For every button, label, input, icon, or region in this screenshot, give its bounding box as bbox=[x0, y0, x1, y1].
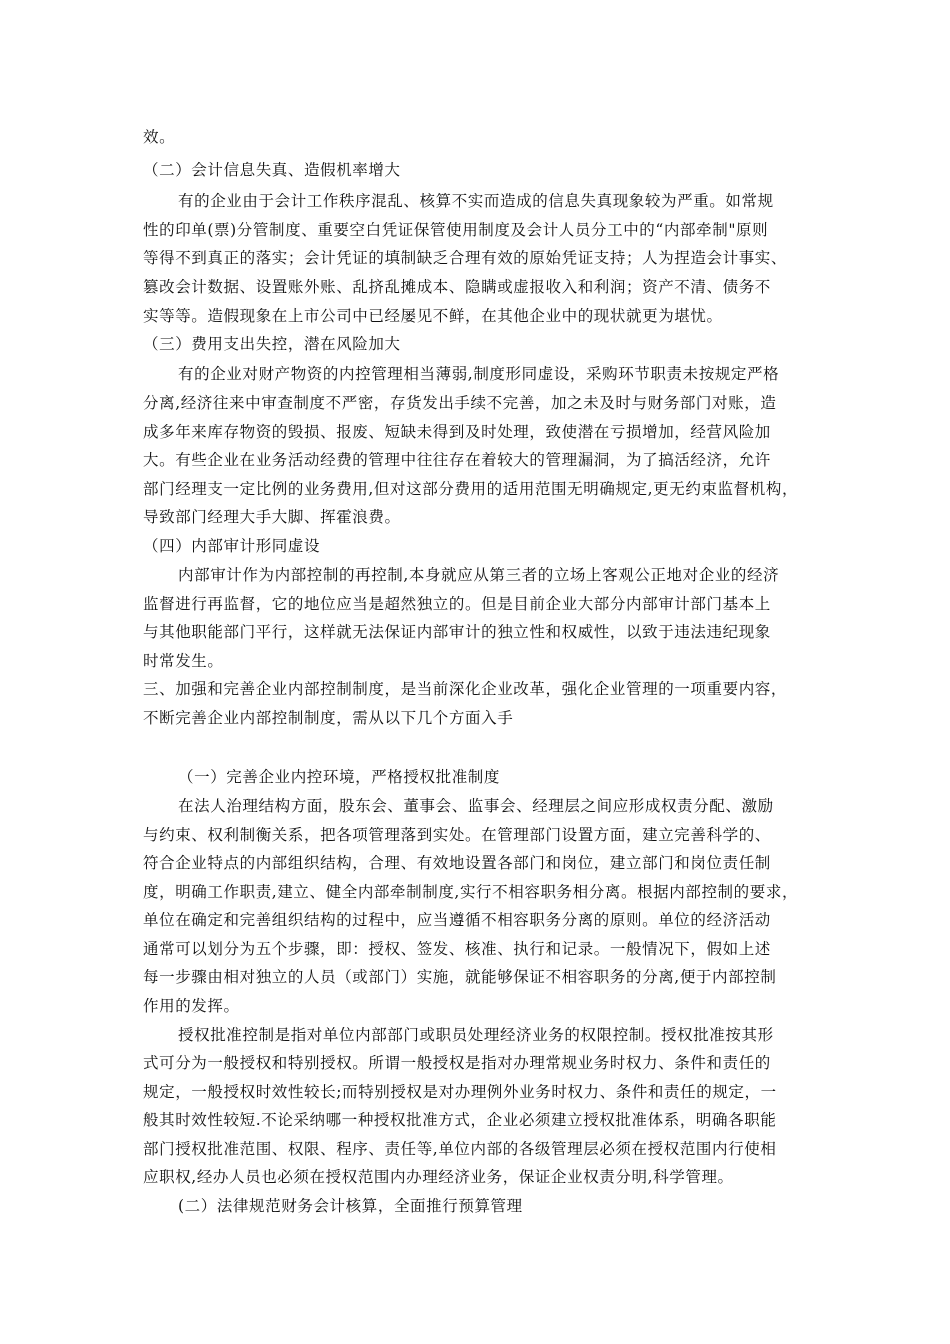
section-heading: （二）会计信息失真、造假机率增大 bbox=[143, 161, 401, 179]
paragraph-line: 时常发生。 bbox=[143, 652, 224, 670]
paragraph-line: 导致部门经理大手大脚、挥霍浪费。 bbox=[143, 508, 401, 526]
paragraph-line: 性的印单(票)分管制度、重要空白凭证保管使用制度及会计人员分工中的“内部牵制"原则 bbox=[143, 221, 769, 239]
paragraph-line: 应职权,经办人员也必须在授权范围内办理经济业务，保证企业权责分明,科学管理。 bbox=[143, 1168, 734, 1186]
paragraph-line: 大。有些企业在业务活动经费的管理中往往存在着较大的管理漏洞，为了搞活经济，允许 bbox=[143, 451, 771, 469]
paragraph-line: 效。 bbox=[143, 128, 176, 146]
paragraph-line: 有的企业对财产物资的内控管理相当薄弱,制度形同虚设，采购环节职责未按规定严格 bbox=[178, 365, 780, 383]
paragraph-line: 通常可以划分为五个步骤，即：授权、签发、核准、执行和记录。一般情况下，假如上述 bbox=[143, 940, 771, 958]
paragraph-line: 式可分为一般授权和特别授权。所谓一般授权是指对办理常规业务时权力、条件和责任的 bbox=[143, 1054, 771, 1072]
paragraph-line: 成多年来库存物资的毁损、报废、短缺未得到及时处理，致使潜在亏损增加，经营风险加 bbox=[143, 423, 771, 441]
paragraph-line: 与约束、权利制衡关系，把各项管理落到实处。在管理部门设置方面，建立完善科学的、 bbox=[143, 826, 771, 844]
paragraph-line: 监督进行再监督，它的地位应当是超然独立的。但是目前企业大部分内部审计部门基本上 bbox=[143, 595, 771, 613]
section-heading: (二）法律规范财务会计核算，全面推行预算管理 bbox=[178, 1197, 523, 1215]
paragraph-line: 授权批准控制是指对单位内部部门或职员处理经济业务的权限控制。授权批准按其形 bbox=[178, 1026, 774, 1044]
paragraph-line: 实等等。造假现象在上市公司中已经屡见不鲜，在其他企业中的现状就更为堪忧。 bbox=[143, 307, 723, 325]
paragraph-line: 般其时效性较短.不论采纳哪一种授权批准方式，企业必须建立授权批准体系，明确各职能 bbox=[143, 1111, 777, 1129]
paragraph-line: 等得不到真正的落实；会计凭证的填制缺乏合理有效的原始凭证支持；人为捏造会计事实、 bbox=[143, 249, 788, 267]
paragraph-line: 分离,经济往来中审查制度不严密，存货发出手续不完善，加之未及时与财务部门对账，造 bbox=[143, 394, 777, 412]
paragraph-line: 有的企业由于会计工作秩序混乱、核算不实而造成的信息失真现象较为严重。如常规 bbox=[178, 192, 774, 210]
paragraph-line: 每一步骤由相对独立的人员（或部门）实施，就能够保证不相容职务的分离,便于内部控制 bbox=[143, 968, 777, 986]
section-heading: （三）费用支出失控，潜在风险加大 bbox=[143, 335, 401, 353]
paragraph-line: 单位在确定和完善组织结构的过程中，应当遵循不相容职务分离的原则。单位的经济活动 bbox=[143, 911, 771, 929]
paragraph-line: 在法人治理结构方面，股东会、董事会、监事会、经理层之间应形成权责分配、激励 bbox=[178, 797, 774, 815]
section-heading: （四）内部审计形同虚设 bbox=[143, 537, 321, 555]
paragraph-line: 符合企业特点的内部组织结构，合理、有效地设置各部门和岗位，建立部门和岗位责任制 bbox=[143, 854, 771, 872]
paragraph-line: 度，明确工作职责,建立、健全内部牵制制度,实行不相容职务相分离。根据内部控制的要求， bbox=[143, 883, 799, 901]
paragraph-line: 篡改会计数据、设置账外账、乱挤乱摊成本、隐瞒或虚报收入和利润；资产不清、债务不 bbox=[143, 278, 771, 296]
section-heading: （一）完善企业内控环境，严格授权批准制度 bbox=[178, 768, 501, 786]
paragraph-line: 与其他职能部门平行，这样就无法保证内部审计的独立性和权威性，以致于违法违纪现象 bbox=[143, 623, 771, 641]
section-heading: 不断完善企业内部控制制度，需从以下几个方面入手 bbox=[143, 709, 514, 727]
paragraph-line: 规定，一般授权时效性较长;而特别授权是对办理例外业务时权力、条件和责任的规定，一 bbox=[143, 1083, 777, 1101]
paragraph-line: 内部审计作为内部控制的再控制,本身就应从第三者的立场上客观公正地对企业的经济 bbox=[178, 566, 780, 584]
section-heading: 三、加强和完善企业内部控制制度，是当前深化企业改革，强化企业管理的一项重要内容， bbox=[143, 680, 788, 698]
paragraph-line: 作用的发挥。 bbox=[143, 997, 240, 1015]
paragraph-line: 部门授权批准范围、权限、程序、责任等,单位内部的各级管理层必须在授权范围内行使相 bbox=[143, 1140, 777, 1158]
paragraph-line: 部门经理支一定比例的业务费用,但对这部分费用的适用范围无明确规定,更无约束监督机构， bbox=[143, 480, 799, 498]
